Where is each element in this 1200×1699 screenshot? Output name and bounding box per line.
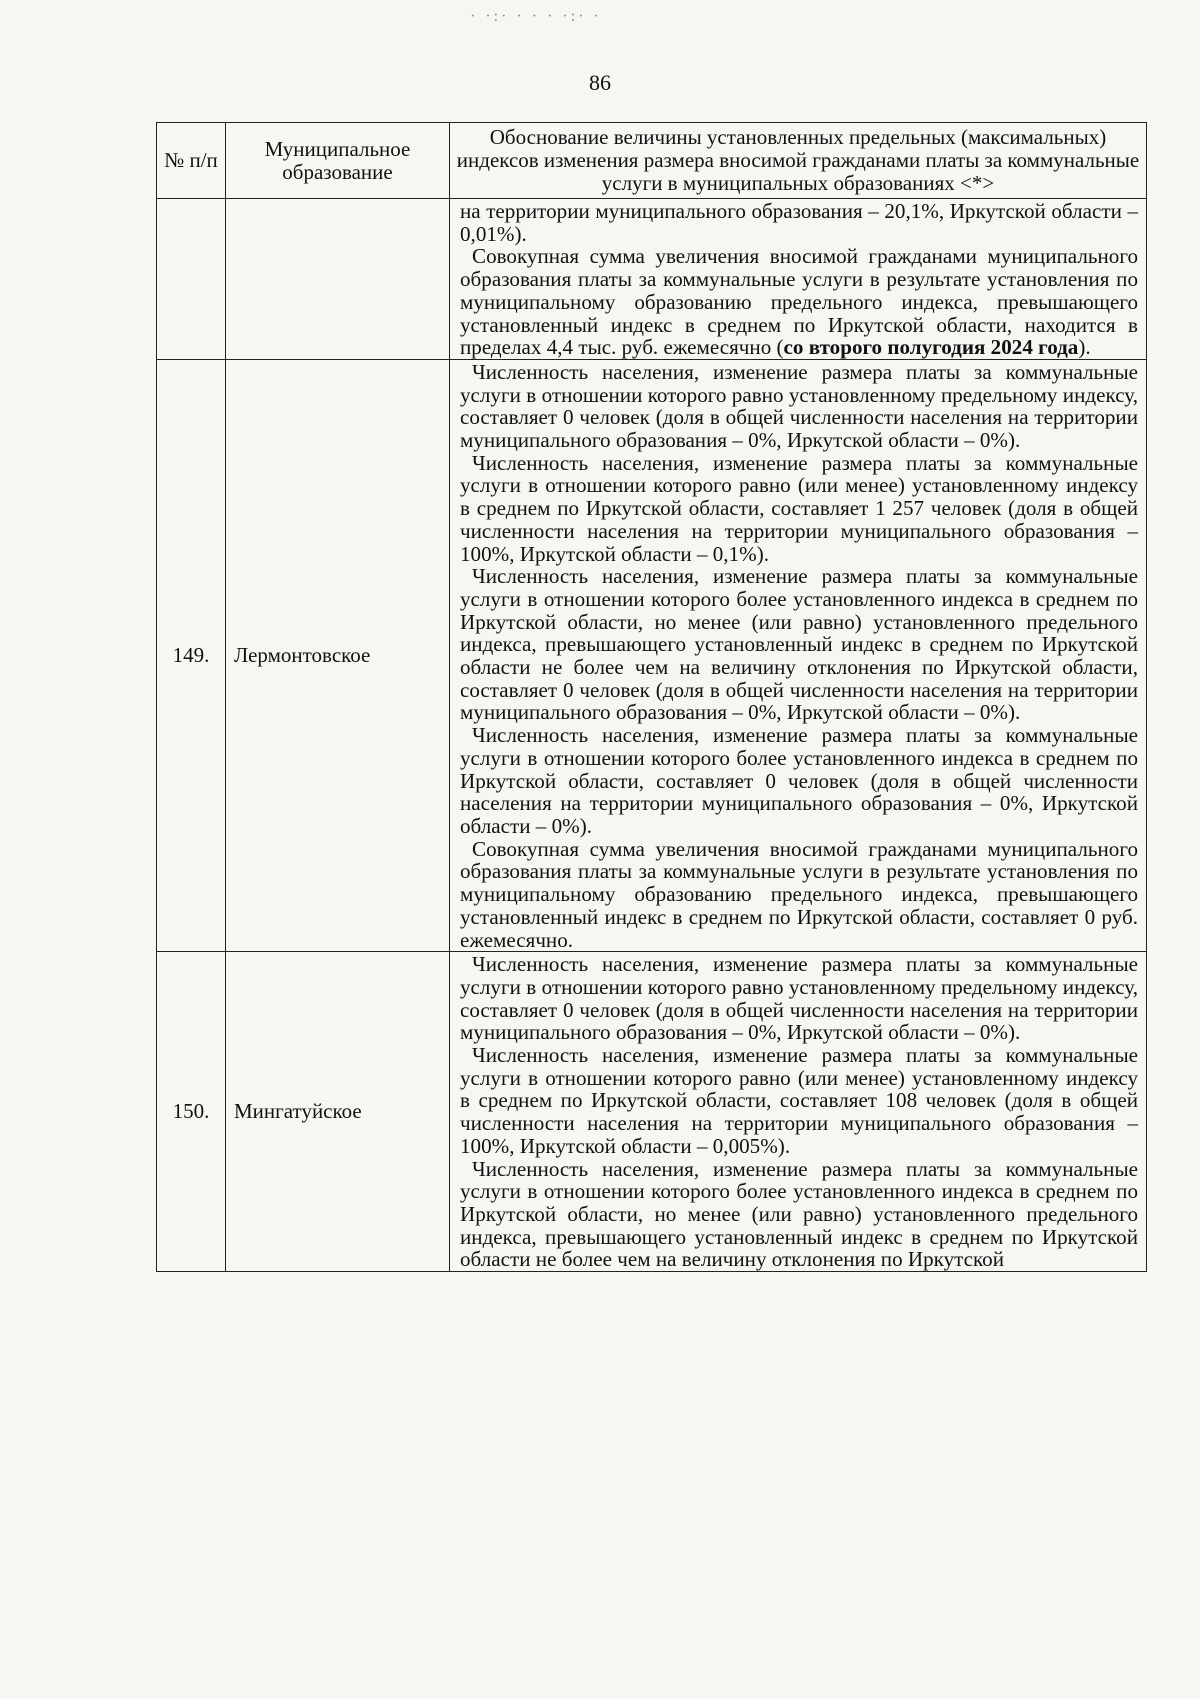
paragraph: Численность населения, изменение размера платы за коммунальные услуги в отношении которого более установленного индекса в среднем по Иркутской области, но менее (или равно) установленного предельного индекса, превышающего установленный индекс в среднем по Иркутской области не более чем на величину отклонения по Иркутской	[460, 1156, 1138, 1272]
paragraph: Численность населения, изменение размера платы за коммунальные услуги в отношении которого равно установленному предельному индексу, составляет 0 человек (доля в общей численности населения на территории муниципального образования – 0%, Иркутской области – 0%).	[460, 359, 1138, 453]
header-municipality: Муниципальное образование	[226, 123, 450, 199]
row-num: 150.	[157, 952, 226, 1272]
paragraph: Численность населения, изменение размера платы за коммунальные услуги в отношении которого равно установленному предельному индексу, составляет 0 человек (доля в общей численности населения на территории муниципального образования – 0%, Иркутской области – 0%).	[460, 952, 1138, 1045]
table-header-row	[157, 123, 1147, 199]
row-justification	[450, 199, 1147, 360]
paragraph: Совокупная сумма увеличения вносимой гражданами муниципального образования платы за коммунальные услуги в результате установления по муниципальному образованию предельного индекса, превышающего установленный индекс в среднем по Иркутской области, находится в пределах 4,4 тыс. руб. ежемесячно (со второго полугодия 2024 года).	[460, 244, 1138, 360]
row-justification	[450, 359, 1147, 951]
paragraph: Численность населения, изменение размера платы за коммунальные услуги в отношении которого равно (или менее) установленному индексу в среднем по Иркутской области, составляет 108 человек (доля в общей численности населения на территории муниципального образования – 100%, Иркутской области – 0,005%).	[460, 1043, 1138, 1158]
table-row	[157, 359, 1147, 951]
paragraph: Численность населения, изменение размера платы за коммунальные услуги в отношении которого равно (или менее) установленному индексу в среднем по Иркутской области, составляет 1 257 человек (доля в общей численности населения на территории муниципального образования – 100%, Иркутской области – 0,1%).	[460, 450, 1138, 566]
row-municipality	[226, 199, 450, 360]
header-justification: Обоснование величины установленных предельных (максимальных) индексов изменения размера вносимой гражданами платы за коммунальные услуги в муниципальных образованиях <*>	[450, 123, 1147, 199]
row-municipality: Лермонтовское	[226, 359, 450, 951]
justification-table	[156, 122, 1147, 1272]
bold-period: со второго полугодия 2024 года	[783, 335, 1079, 360]
paragraph: Совокупная сумма увеличения вносимой гражданами муниципального образования платы за коммунальные услуги в результате установления по муниципальному образованию предельного индекса, превышающего установленный индекс в среднем по Иркутской области, составляет 0 руб. ежемесячно.	[460, 836, 1138, 952]
row-justification	[450, 952, 1147, 1272]
row-num	[157, 199, 226, 360]
paragraph: Численность населения, изменение размера платы за коммунальные услуги в отношении которого более установленного индекса в среднем по Иркутской области, составляет 0 человек (доля в общей численности населения на территории муниципального образования – 0%, Иркутской области – 0%).	[460, 723, 1138, 838]
paragraph: Численность населения, изменение размера платы за коммунальные услуги в отношении которого более установленного индекса в среднем по Иркутской области, но менее (или равно) установленного предельного индекса, превышающего установленный индекс в среднем по Иркутской области не более чем на величину отклонения по Иркутской области, составляет 0 человек (доля в общей численности населения на территории муниципального образования – 0%, Иркутской области – 0%).	[460, 564, 1138, 725]
row-num: 149.	[157, 359, 226, 951]
page-number: 86	[589, 70, 611, 95]
scan-artifact: · ·:· · · · ·:· ·	[470, 8, 602, 25]
header-num: № п/п	[157, 123, 226, 199]
paragraph: на территории муниципального образования – 20,1%, Иркутской области – 0,01%).	[460, 199, 1138, 246]
row-municipality: Мингатуйское	[226, 952, 450, 1272]
table-row	[157, 952, 1147, 1272]
table-row	[157, 199, 1147, 360]
